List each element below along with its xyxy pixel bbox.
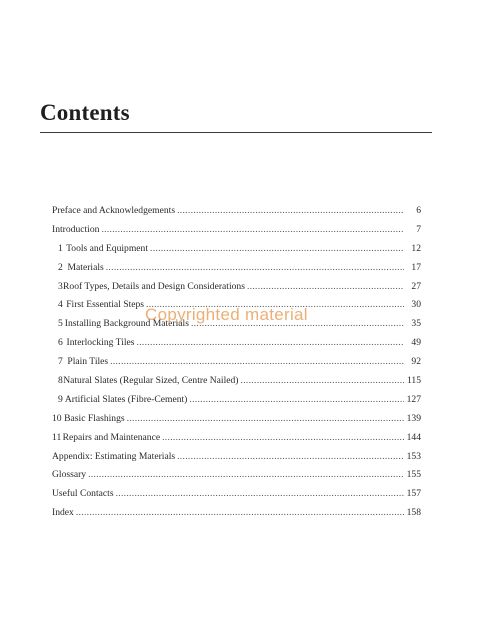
toc-entry[interactable] xyxy=(52,391,421,410)
toc-entry-page: 92 xyxy=(411,356,421,368)
table-of-contents xyxy=(52,202,421,523)
chapter-number: 8 xyxy=(58,375,63,387)
chapter-number: 9 xyxy=(58,393,63,405)
toc-entry-page: 153 xyxy=(406,450,421,462)
toc-entry[interactable] xyxy=(52,240,421,259)
dot-leader xyxy=(106,259,404,278)
toc-entry-page: 30 xyxy=(411,299,421,311)
dot-leader xyxy=(177,448,404,467)
toc-entry-label: Plain Tiles xyxy=(67,356,109,368)
toc-entry-label: Preface and Acknowledgements xyxy=(52,205,176,216)
toc-entry[interactable] xyxy=(52,353,421,372)
toc-entry[interactable] xyxy=(52,372,421,391)
toc-entry-label: Interlocking Tiles xyxy=(66,337,135,349)
toc-entry-page: 139 xyxy=(406,412,421,424)
dot-leader xyxy=(241,372,404,391)
toc-entry[interactable] xyxy=(52,221,421,240)
title-rule xyxy=(40,132,432,133)
toc-entry-label: Index xyxy=(52,507,74,519)
toc-entry-page: 144 xyxy=(406,431,421,443)
toc-entry-page: 115 xyxy=(406,375,421,387)
toc-entry-label: Appendix: Estimating Materials xyxy=(52,450,176,462)
toc-entry-label: Basic Flashings xyxy=(64,412,125,424)
dot-leader xyxy=(88,466,404,485)
toc-entry[interactable] xyxy=(52,202,421,221)
toc-entry[interactable] xyxy=(52,259,421,278)
toc-entry-label: Tools and Equipment xyxy=(66,242,149,254)
dot-leader xyxy=(101,221,404,240)
toc-entry-page: 127 xyxy=(406,393,421,405)
toc-entry-label: Natural Slates (Regular Sized, Centre Nailed) xyxy=(63,375,239,387)
toc-entry[interactable] xyxy=(52,334,421,353)
dot-leader xyxy=(177,202,404,221)
page-title: Contents xyxy=(40,100,130,125)
toc-entry-page: 27 xyxy=(411,280,421,292)
toc-entry-page: 35 xyxy=(411,318,421,330)
dot-leader xyxy=(110,353,404,372)
chapter-number: 10 xyxy=(52,412,62,424)
toc-entry[interactable] xyxy=(52,448,421,467)
chapter-number: 11 xyxy=(52,431,62,443)
dot-leader xyxy=(162,429,404,448)
toc-entry-label: Materials xyxy=(67,261,104,273)
chapter-number: 6 xyxy=(58,337,63,349)
toc-entry-page: 158 xyxy=(406,507,421,519)
toc-entry-page: 155 xyxy=(406,469,421,481)
toc-entry[interactable] xyxy=(52,278,421,297)
toc-entry-label: Repairs and Maintenance xyxy=(62,431,161,443)
toc-entry-label: Useful Contacts xyxy=(52,488,114,500)
dot-leader xyxy=(247,278,404,297)
dot-leader xyxy=(137,334,405,353)
toc-entry[interactable] xyxy=(52,466,421,485)
dot-leader xyxy=(116,485,404,504)
toc-entry-page: 17 xyxy=(411,261,421,273)
toc-entry-label: First Essential Steps xyxy=(66,299,145,311)
dot-leader xyxy=(76,504,404,523)
toc-entry-label: Artificial Slates (Fibre-Cement) xyxy=(64,393,188,405)
copyright-watermark: Copyrighted material xyxy=(145,305,308,324)
toc-entry[interactable] xyxy=(52,504,421,523)
toc-entry-page: 6 xyxy=(416,205,421,216)
toc-entry-page: 49 xyxy=(411,337,421,349)
chapter-number: 1 xyxy=(58,242,63,254)
chapter-number: 7 xyxy=(58,356,63,368)
toc-entry-page: 12 xyxy=(411,242,421,254)
toc-entry-label: Roof Types, Details and Design Considerations xyxy=(63,280,245,292)
dot-leader xyxy=(127,410,404,429)
chapter-number: 5 xyxy=(58,318,63,330)
dot-leader xyxy=(150,240,404,259)
toc-entry-page: 7 xyxy=(416,223,421,235)
toc-entry-label: Installing Background Materials xyxy=(64,318,189,330)
toc-entry[interactable] xyxy=(52,429,421,448)
toc-entry-page: 157 xyxy=(406,488,421,500)
toc-entry-label: Introduction xyxy=(52,223,100,235)
chapter-number: 2 xyxy=(58,261,63,273)
dot-leader xyxy=(189,391,403,410)
chapter-number: 4 xyxy=(58,299,63,311)
toc-entry[interactable] xyxy=(52,485,421,504)
chapter-number: 3 xyxy=(58,280,63,292)
toc-entry[interactable] xyxy=(52,410,421,429)
toc-entry-label: Glossary xyxy=(52,469,87,481)
